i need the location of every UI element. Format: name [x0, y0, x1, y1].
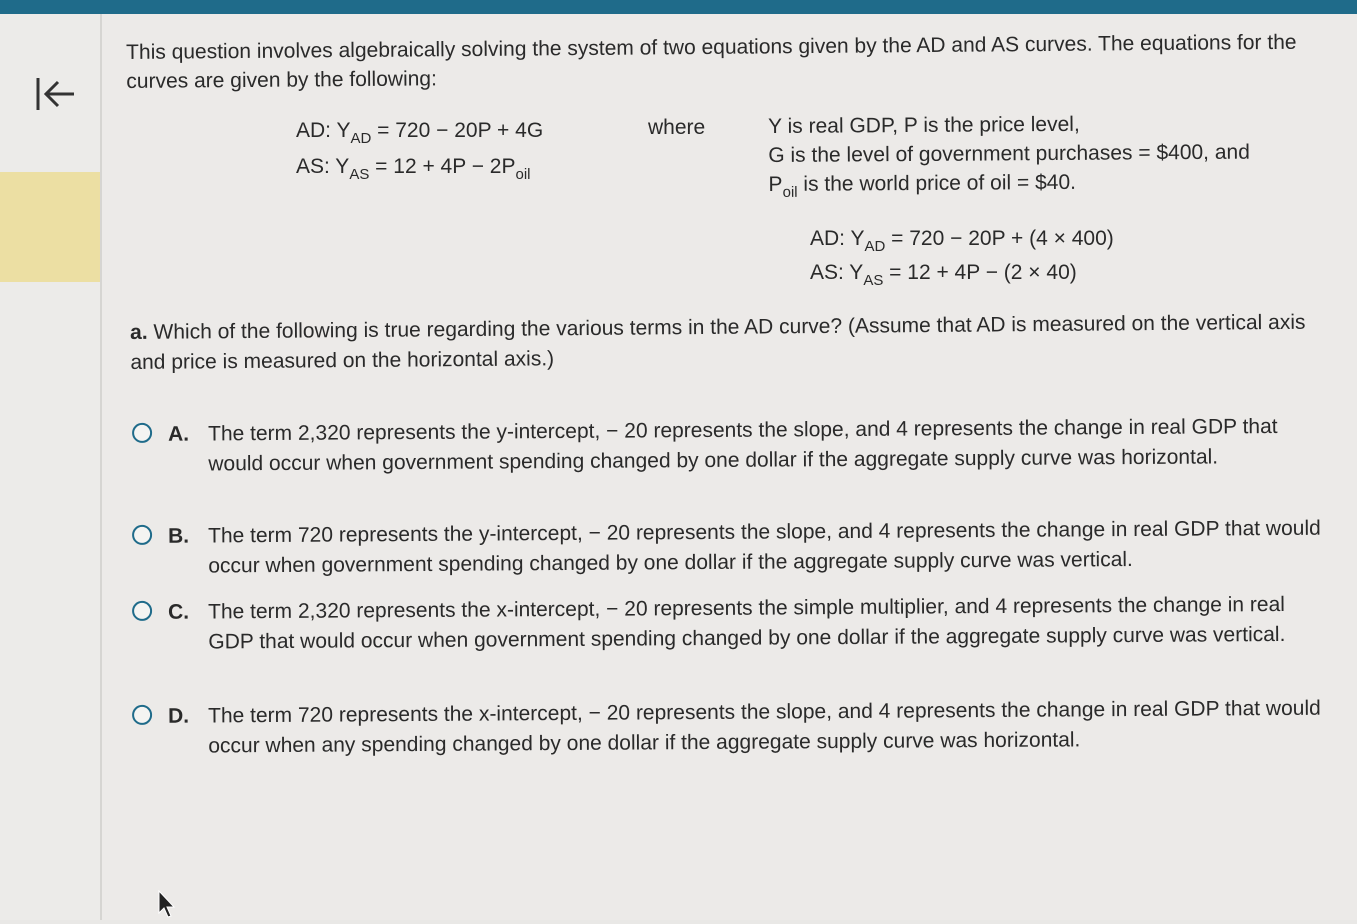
ad-equation: AD: $Y_{AD} = 720 - 20P + 4G$	[296, 119, 544, 147]
option-a[interactable]	[132, 412, 1333, 510]
intro-text: This question involves algebraically solving the system of two equations given by the AD and AS curves. The equations for the curves are given by the following:	[126, 30, 1297, 93]
radio-d[interactable]	[132, 705, 152, 725]
left-rail	[0, 14, 102, 920]
option-d-letter: D.	[168, 704, 190, 728]
option-b-text: The term 720 represents the y-intercept, − 20 represents the slope, and 4 represents the change in real GDP that would occur when government spending changed by one dollar if the aggregate supply curve was vertical.	[208, 516, 1321, 578]
option-c-letter: C.	[168, 600, 190, 624]
top-bar	[0, 0, 1357, 14]
variable-definitions	[768, 109, 1250, 207]
mouse-pointer-icon	[156, 889, 178, 919]
option-a-letter: A.	[168, 422, 190, 446]
option-d[interactable]	[132, 694, 1332, 762]
radio-b[interactable]	[132, 525, 152, 545]
substituted-as-equation: AS: $Y_{AS} = 12 + 4P - (2 \times 40)$	[810, 261, 1077, 289]
definition-line-2: G is the level of government purchases = $400, and	[768, 140, 1250, 167]
question-content	[102, 14, 1357, 920]
option-c-text: The term 2,320 represents the x-intercept, − 20 represents the simple multiplier, and 4 represents the change in real GDP that would occur when government spending changed by one dollar if the aggregate supply curve was vertical.	[208, 592, 1286, 654]
substituted-ad-equation: AD: $Y_{AD} = 720 - 20P + (4 \times 400)$	[810, 227, 1114, 255]
as-equation: AS: $Y_{AS} = 12 + 4P - 2P_{oil}$	[296, 155, 531, 183]
collapse-left-icon[interactable]	[32, 72, 78, 116]
definition-line-1: Y is real GDP, P is the price level,	[768, 112, 1080, 138]
radio-c[interactable]	[132, 601, 152, 621]
option-a-text: The term 2,320 represents the y-intercept, − 20 represents the slope, and 4 represents the change in real GDP that would occur when government spending changed by one dollar if the aggregate supply curve was horizontal.	[208, 415, 1278, 476]
radio-a[interactable]	[132, 423, 152, 443]
option-b[interactable]	[132, 514, 1332, 582]
where-label: where	[648, 116, 706, 139]
definition-line-3: $P_{oil}$ is the world price of oil = $40.	[768, 170, 1077, 201]
rail-highlight	[0, 172, 100, 282]
option-c[interactable]	[132, 590, 1333, 688]
option-d-text: The term 720 represents the x-intercept, − 20 represents the slope, and 4 represents the change in real GDP that would occur when any spending changed by one dollar if the aggregate supply curve was horizontal.	[208, 696, 1321, 758]
question-prompt: a. Which of the following is true regarding the various terms in the AD curve? (Assume that AD is measured on the vertical axis and price is measured on the horizontal axis.)	[130, 310, 1306, 374]
option-b-letter: B.	[168, 524, 190, 548]
